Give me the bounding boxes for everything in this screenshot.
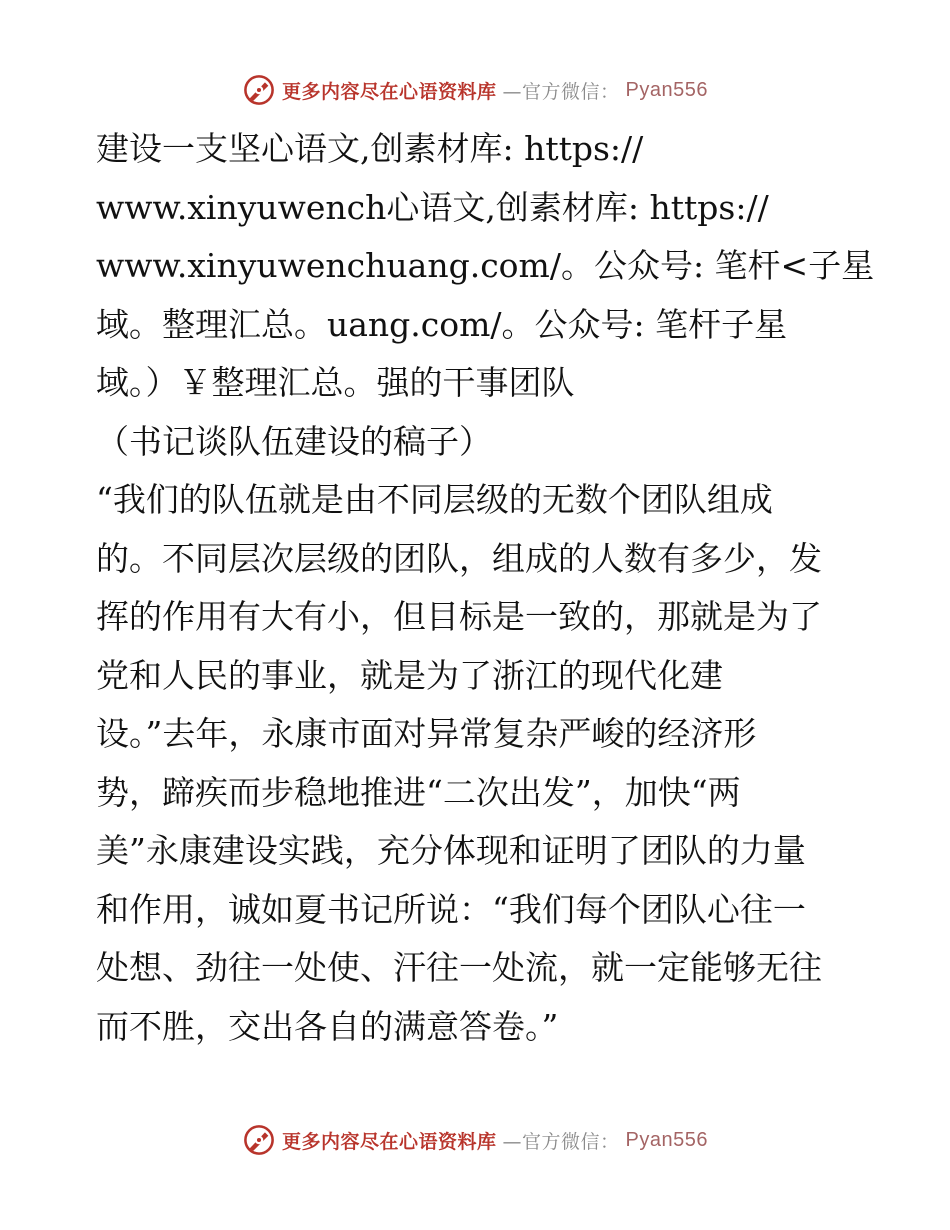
subtitle-block: [96, 413, 866, 472]
paragraph-line: 处想、劲往一处使、汗往一处流，就一定能够无往: [96, 948, 822, 987]
paragraph-line: “我们的队伍就是由不同层级的无数个团队组成: [96, 480, 773, 519]
paragraph-line: 美”永康建设实践，充分体现和证明了团队的力量: [96, 831, 806, 870]
footer-watermark-handle: Pyan556: [625, 1128, 708, 1151]
paragraph-line: 设。”去年，永康市面对异常复杂严峻的经济形: [96, 714, 757, 753]
title-line: 建设一支坚心语文,创素材库: https://: [96, 129, 644, 168]
footer-watermark: [0, 1120, 950, 1160]
header-watermark: [0, 70, 950, 110]
title-line: www.xinyuwench心语文,创素材库: https://: [96, 187, 769, 227]
paragraph-line: 而不胜，交出各自的满意答卷。”: [96, 1006, 559, 1046]
header-watermark-handle: Pyan556: [625, 78, 708, 101]
paragraph-line: 挥的作用有大有小，但目标是一致的，那就是为了: [96, 597, 822, 636]
header-watermark-label: —官方微信：: [502, 80, 620, 103]
main-paragraph: [96, 471, 866, 1056]
paragraph-line: 党和人民的事业，就是为了浙江的现代化建: [96, 655, 723, 695]
title-block: [96, 120, 875, 413]
pen-logo-icon: [242, 1123, 276, 1157]
footer-watermark-label: —官方微信：: [502, 1130, 620, 1153]
title-line: 域。）￥整理汇总。强的干事团队: [96, 363, 575, 402]
subtitle: （书记谈队伍建设的稿子）: [96, 421, 492, 461]
paragraph-line: 和作用，诚如夏书记所说：“我们每个团队心往一: [96, 889, 806, 929]
title-line: 域。整理汇总。uang.com/。公众号: 笔杆子星: [96, 304, 788, 344]
document-body: [96, 120, 875, 1056]
paragraph-line: 的。不同层次层级的团队，组成的人数有多少，发: [96, 538, 822, 578]
paragraph-line: 势，蹄疾而步稳地推进“二次出发”，加快“两: [96, 772, 741, 812]
pen-logo-icon: [242, 73, 276, 107]
footer-watermark-title: 更多内容尽在心语资料库: [282, 1130, 497, 1153]
header-watermark-title: 更多内容尽在心语资料库: [282, 80, 497, 103]
title-line: www.xinyuwenchuang.com/。公众号: 笔杆<子星: [96, 246, 875, 285]
